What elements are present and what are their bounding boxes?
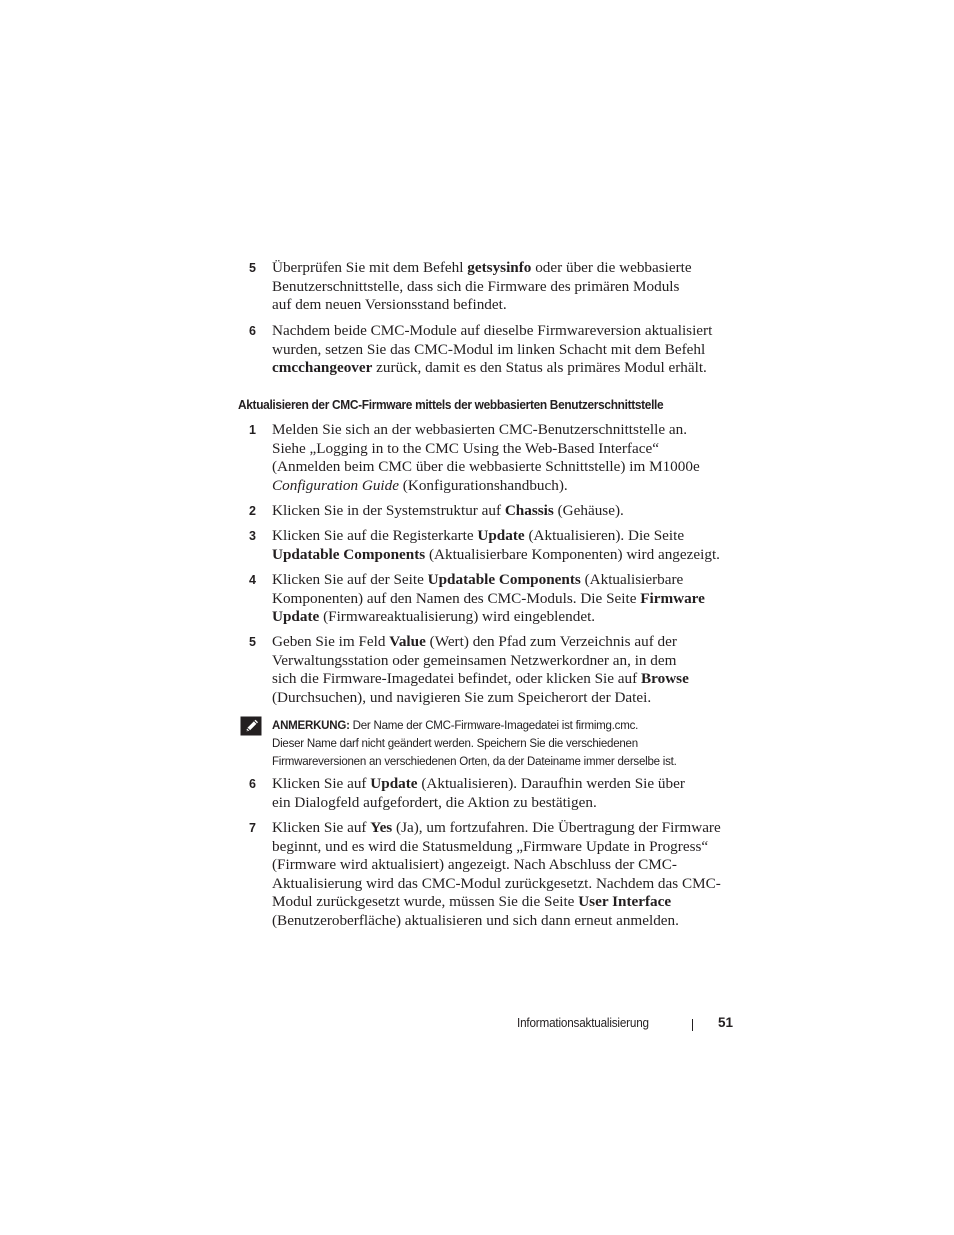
text-line: Nachdem beide CMC-Module auf dieselbe Firmwareversion aktualisiert xyxy=(272,322,713,339)
page-number: 51 xyxy=(718,1015,734,1030)
step-number: 5 xyxy=(249,261,256,275)
ui-term: Firmware xyxy=(640,589,705,607)
document-title: Configuration Guide xyxy=(272,476,399,494)
step-text xyxy=(272,502,739,521)
text-line: Klicken Sie in der Systemstruktur auf Chassis (Gehäuse). xyxy=(272,502,624,519)
text-line: Modul zurückgesetzt wurde, müssen Sie die Seite User Interface xyxy=(272,893,672,911)
text-line: Update (Firmwareaktualisierung) wird eingeblendet. xyxy=(272,608,596,626)
step-text xyxy=(272,571,739,627)
ui-term: getsysinfo xyxy=(467,259,532,276)
step-4-select-module xyxy=(249,571,739,627)
text-line: Überprüfen Sie mit dem Befehl getsysinfo oder über die webbasierte xyxy=(272,259,692,276)
text-line: sich die Firmware-Imagedatei befindet, oder klicken Sie auf Browse xyxy=(272,670,689,688)
step-text xyxy=(272,775,739,812)
text-line: Komponenten) auf den Namen des CMC-Moduls. Die Seite Firmware xyxy=(272,589,705,607)
ui-term: Updatable Components xyxy=(427,571,581,588)
step-number: 3 xyxy=(249,529,256,543)
step-number: 2 xyxy=(249,504,256,518)
text-line: Klicken Sie auf der Seite Updatable Components (Aktualisierbare xyxy=(272,571,684,588)
ui-term: Chassis xyxy=(504,502,554,519)
ui-term: cmcchangeover xyxy=(272,359,373,377)
text-line: Klicken Sie auf die Registerkarte Update (Aktualisieren). Die Seite xyxy=(272,527,685,544)
text-line: Dieser Name darf nicht geändert werden. Speichern Sie die verschiedenen xyxy=(272,736,638,751)
text-line: wurden, setzen Sie das CMC-Modul im linken Schacht mit dem Befehl xyxy=(272,340,706,358)
step-7-confirm-yes xyxy=(249,819,739,931)
text-line: Siehe „Logging in to the CMC Using the Web-Based Interface“ xyxy=(272,439,659,457)
text-line: Configuration Guide (Konfigurationshandbuch). xyxy=(272,476,568,494)
text-line: ein Dialogfeld aufgefordert, die Aktion zu bestätigen. xyxy=(272,793,597,811)
step-number: 5 xyxy=(249,635,256,649)
text-line: Geben Sie im Feld Value (Wert) den Pfad zum Verzeichnis auf der xyxy=(272,633,677,650)
step-text xyxy=(272,633,739,707)
step-3-update-tab xyxy=(249,527,739,564)
step-1-login xyxy=(249,421,739,495)
step-number: 1 xyxy=(249,423,256,437)
text-line: Aktualisierung wird das CMC-Modul zurückgesetzt. Nachdem das CMC- xyxy=(272,874,721,892)
footer-section-label: Informationsaktualisierung xyxy=(517,1016,649,1030)
text-line: Verwaltungsstation oder gemeinsamen Netzwerkordner an, in dem xyxy=(272,651,677,669)
text-line: Updatable Components (Aktualisierbare Komponenten) wird angezeigt. xyxy=(272,545,720,563)
ui-term: Update xyxy=(370,775,418,792)
ui-term: Update xyxy=(477,527,525,544)
note-pencil-icon xyxy=(240,716,262,736)
step-text xyxy=(272,527,739,564)
text-line: Klicken Sie auf Yes (Ja), um fortzufahren. Die Übertragung der Firmware xyxy=(272,819,721,836)
ui-term: Browse xyxy=(641,670,689,688)
text-line: beginnt, und es wird die Statusmeldung „Firmware Update in Progress“ xyxy=(272,837,709,855)
ui-term: Value xyxy=(389,633,426,650)
footer-divider xyxy=(692,1019,693,1031)
step-number: 6 xyxy=(249,324,256,338)
text-line: cmcchangeover zurück, damit es den Status als primäres Modul erhält. xyxy=(272,359,707,377)
ui-term: Update xyxy=(272,608,320,626)
step-text xyxy=(272,819,739,931)
step-number: 7 xyxy=(249,821,256,835)
ui-term: ANMERKUNG: xyxy=(272,718,350,732)
ui-term: Updatable Components xyxy=(272,545,426,563)
text-line: (Benutzeroberfläche) aktualisieren und sich dann erneut anmelden. xyxy=(272,911,679,929)
step-number: 6 xyxy=(249,777,256,791)
step-text xyxy=(272,421,739,495)
text-line: (Durchsuchen), und navigieren Sie zum Speicherort der Datei. xyxy=(272,688,652,706)
step-2-chassis xyxy=(249,502,739,521)
note-text xyxy=(272,716,677,771)
text-line: ANMERKUNG: Der Name der CMC-Firmware-Imagedatei ist firmimg.cmc. xyxy=(272,718,639,732)
section-heading: Aktualisieren der CMC-Firmware mittels der webbasierten Benutzerschnittstelle xyxy=(238,397,664,412)
step-text xyxy=(272,322,739,378)
step-5-value-path xyxy=(249,633,739,707)
step-6-click-update xyxy=(249,775,739,812)
text-line: (Firmware wird aktualisiert) angezeigt. Nach Abschluss der CMC- xyxy=(272,856,677,874)
ui-term: User Interface xyxy=(578,893,672,911)
step-6-cmcchangeover xyxy=(249,322,739,378)
text-line: Klicken Sie auf Update (Aktualisieren). Daraufhin werden Sie über xyxy=(272,775,685,792)
text-line: Benutzerschnittstelle, dass sich die Firmware des primären Moduls xyxy=(272,277,680,295)
text-line: auf dem neuen Versionsstand befindet. xyxy=(272,296,507,314)
step-number: 4 xyxy=(249,573,256,587)
text-line: (Anmelden beim CMC über die webbasierte Schnittstelle) im M1000e xyxy=(272,458,700,476)
step-5-verify-firmware xyxy=(249,259,739,315)
text-line: Firmwareversionen an verschiedenen Orten, da der Dateiname immer derselbe ist. xyxy=(272,754,677,769)
step-text xyxy=(272,259,739,315)
ui-term: Yes xyxy=(370,819,393,836)
text-line: Melden Sie sich an der webbasierten CMC-Benutzerschnittstelle an. xyxy=(272,421,688,438)
